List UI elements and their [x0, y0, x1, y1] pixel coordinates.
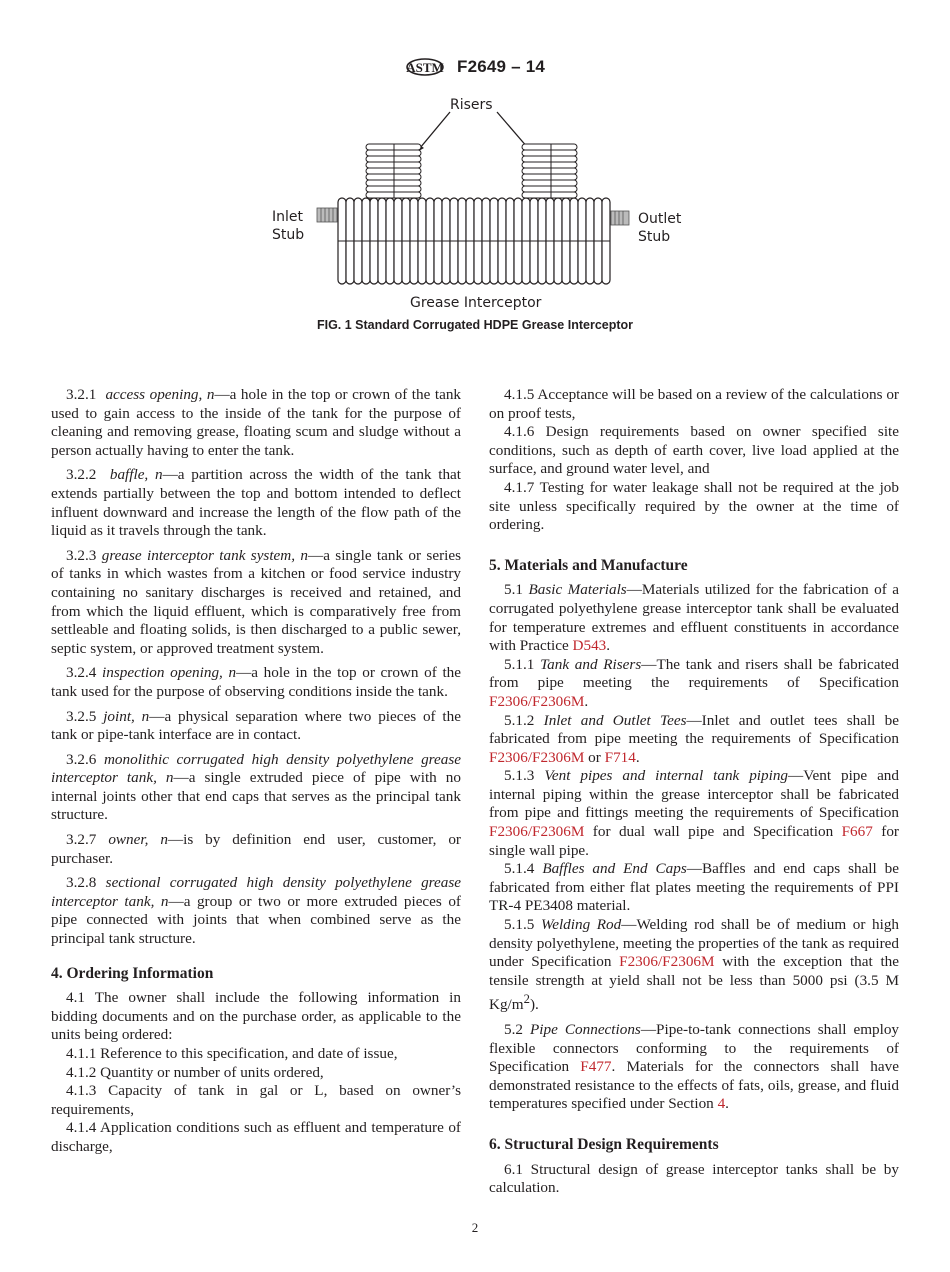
section-4-1-7: 4.1.7 Testing for water leakage shall not be required at the job site unless specifically required by the owner at the time of ordering.: [489, 478, 899, 534]
section-3-2-1: 3.2.1 access opening, n—a hole in the top or crown of the tank used to gain access to the inside of the tank for the purpose of cleaning and removing grease, floating scum and sludge without a person actually having to enter the tank.: [51, 386, 462, 459]
outlet-stub-label: Outlet Stub: [638, 211, 682, 245]
section-4-1-3: 4.1.3 Capacity of tank in gal or L, based on owner’s requirements,: [51, 1082, 461, 1118]
section-4-1-1: 4.1.1 Reference to this specification, and date of issue,: [66, 1045, 398, 1062]
section-3-2-8: 3.2.8 sectional corrugated high density polyethylene grease interceptor tank, n—a group or two or more extruded pieces of pipe connected with joints that when combined serve as the principal tank structure.: [51, 874, 462, 948]
ref-link-f714[interactable]: F714: [604, 748, 636, 766]
section-3-2-7: 3.2.7 owner, n—is by definition end user, customer, or purchaser.: [51, 831, 461, 867]
section-5-1-1: 5.1.1 Tank and Risers—The tank and risers shall be fabricated from pipe meeting the requirements of Specification F2306/F2306M.: [489, 655, 900, 710]
section-3-2-6: 3.2.6 monolithic corrugated high density polyethylene grease interceptor tank, n—a single extruded piece of pipe with no internal joints other that end caps that serves as the principal tank structure.: [51, 750, 462, 824]
grease-interceptor-label: Grease Interceptor: [410, 295, 542, 311]
risers-label: Risers: [450, 97, 493, 113]
figure-grease-interceptor: [260, 92, 700, 311]
ref-link-f2306[interactable]: F2306/F2306M: [619, 953, 715, 971]
page-number: 2: [471, 1220, 479, 1235]
section-5-1-5: 5.1.5 Welding Rod—Welding rod shall be of medium or high density polyethylene, meeting the properties of the tank as required under Specification F2306/F2306M with the exception that the tensile strength at yield shall not be less than 5000 psi (3.5 M $Kg/m^2$).: [489, 916, 900, 1014]
section-4-1: 4.1 The owner shall include the following information in bidding documents and on the purchase order, as applicable to the units being ordered:: [51, 989, 461, 1044]
ref-link-d543[interactable]: D543: [572, 637, 607, 655]
astm-logo-icon: [405, 52, 445, 82]
ref-link-section-4[interactable]: 4: [717, 1095, 726, 1113]
section-5-2: 5.2 Pipe Connections—Pipe-to-tank connections shall employ flexible connectors conforming to the requirements of Specification F477. Materials for the connectors shall have demonstrated resistance to the effects of fats, oils, grease, and fluid temperatures specified under Section 4.: [489, 1021, 900, 1113]
ref-link-f2306[interactable]: F2306/F2306M: [489, 748, 585, 766]
ref-link-f667[interactable]: F667: [841, 823, 873, 841]
heading-materials-and-manufacture: 5. Materials and Manufacture: [489, 556, 688, 574]
section-5-1-3: 5.1.3 Vent pipes and internal tank piping—Vent pipe and internal piping within the grease interceptor shall be fabricated from pipe and fittings meeting the requirements of Specification F2306/F2306M for dual wall pipe and Specification F667 for single wall pipe.: [489, 767, 899, 859]
heading-structural-design-requirements: 6. Structural Design Requirements: [489, 1136, 719, 1154]
section-6-1: 6.1 Structural design of grease interceptor tanks shall be by calculation.: [489, 1160, 899, 1197]
section-3-2-3: 3.2.3 grease interceptor tank system, n—a single tank or series of tanks in which wastes from a kitchen or food service industry containing no sanitary discharges is received and retained, and from which the liquid effluent, which is comparatively free from settleable and floating solids, is then discharged to a public sewer, septic system, or approved treatment system.: [51, 546, 462, 657]
section-5-1-2: 5.1.2 Inlet and Outlet Tees—Inlet and outlet tees shall be fabricated from pipe meeting the requirements of Specification F2306/F2306M or F714.: [489, 711, 899, 766]
heading-ordering-information: 4. Ordering Information: [51, 964, 214, 982]
grease-interceptor-diagram: [260, 92, 700, 304]
svg-text:ASTM: ASTM: [406, 60, 444, 75]
section-5-1: 5.1 Basic Materials—Materials utilized for the fabrication of a corrugated polyethylene grease interceptor tank shall be evaluated for temperature extremes and effluent constituents in accordance with Practice D543.: [489, 581, 899, 655]
section-4-1-6: 4.1.6 Design requirements based on owner specified site conditions, such as depth of earth cover, live load applied at the surface, and ground water level, and: [489, 423, 899, 478]
section-4-1-5: 4.1.5 Acceptance will be based on a review of the calculations or on proof tests,: [489, 386, 899, 422]
right-column: [489, 386, 899, 1198]
figure-caption: FIG. 1 Standard Corrugated HDPE Grease Interceptor: [316, 318, 634, 332]
ref-link-f2306[interactable]: F2306/F2306M: [489, 823, 585, 841]
section-3-2-4: 3.2.4 inspection opening, n—a hole in the top or crown of the tank used for the purpose of observing conditions inside the tank.: [51, 664, 461, 700]
page-header: [0, 52, 950, 82]
section-3-2-5: 3.2.5 joint, n—a physical separation where two pieces of the tank or pipe-tank interface are in contact.: [51, 707, 461, 744]
inlet-stub-label: Inlet Stub: [272, 209, 305, 243]
ref-link-f477[interactable]: F477: [580, 1058, 612, 1076]
left-column: [51, 386, 461, 1157]
section-5-1-4: 5.1.4 Baffles and End Caps—Baffles and end caps shall be fabricated from either flat plates meeting the requirements of PPI TR-4 PE3408 material.: [489, 860, 900, 915]
section-3-2-2: 3.2.2 baffle, n—a partition across the width of the tank that extends partially between the top and bottom intended to deflect influent downward and increase the length of the flow path of the liquid as it travels through the tank.: [51, 466, 462, 540]
section-4-1-4: 4.1.4 Application conditions such as effluent and temperature of discharge,: [51, 1119, 461, 1155]
section-4-1-2: 4.1.2 Quantity or number of units ordered,: [66, 1063, 324, 1081]
standard-designation: F2649 – 14: [456, 57, 545, 76]
ref-link-f2306[interactable]: F2306/F2306M: [489, 692, 585, 710]
